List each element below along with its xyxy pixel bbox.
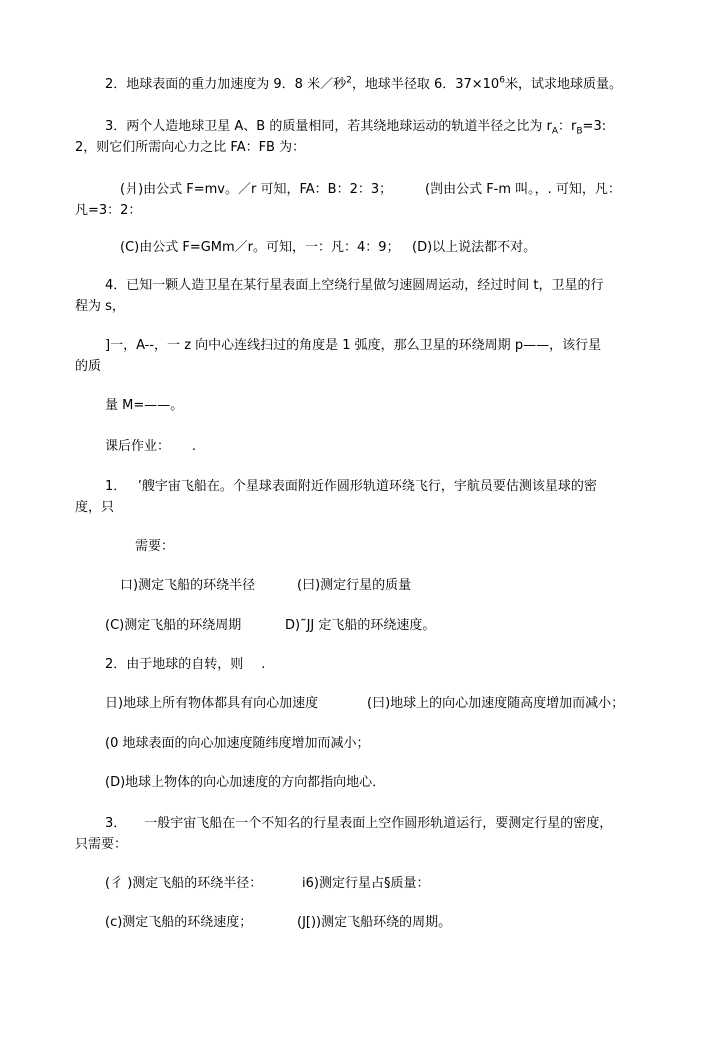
- hw1-line2: 度，只: [75, 500, 115, 515]
- q3-option-b: (剀由公式 F-m 叫。，. 可知，凡：: [425, 182, 621, 197]
- hw3-text: 一般宇宙飞船在一个不知名的行星表面上空作圆形轨道运行，要测定行星的密度，: [144, 816, 613, 831]
- hw2-line1: [105, 655, 265, 675]
- hw2-text: 2．由于地球的自转，则: [105, 657, 244, 672]
- q3-option-a: (爿)由公式 F=mv。／r 可知，FA：B：2：3；: [120, 182, 393, 197]
- hw2-option-b: (曰)地球上的向心加速度随高度增加而减小；: [367, 696, 625, 711]
- hw3-option-a: (彳 )测定飞船的环绕半径：: [105, 876, 263, 891]
- sub-a: A: [551, 126, 558, 137]
- hw3-line1: [105, 814, 612, 834]
- q2-part3: 米，试求地球质量。: [504, 77, 622, 92]
- q3-option-d: (D)以上说法都不对。: [412, 240, 537, 255]
- q3-option-c: (C)由公式 F=GMm／r。可知，一：凡：4：9；: [120, 240, 400, 255]
- sup-6: 6: [499, 75, 505, 86]
- hw2-option-a: 日)地球上所有物体都具有向心加速度: [105, 696, 319, 711]
- q3-option-b-cont: 凡=3：2：: [75, 203, 142, 218]
- question-4-line5: 量 M=——。: [105, 398, 184, 413]
- homework-heading: [105, 437, 196, 457]
- question-3-line2: 2，则它们所需向心力之比 FA：FB 为：: [75, 140, 306, 155]
- question-4-line2: 程为 s，: [75, 299, 125, 314]
- question-4-line4: 的质: [75, 359, 102, 374]
- hw1-option-c: (C)测定飞船的环绕周期: [105, 618, 242, 633]
- q3-text-b: ：r: [558, 119, 577, 134]
- question-2: [105, 75, 622, 95]
- sub-b: B: [576, 126, 583, 137]
- hw3-option-b: i6)测定行星占§质量：: [302, 876, 430, 891]
- hw1-option-b: (曰)测定行星的质量: [297, 578, 412, 593]
- hw3-line2: 只需要：: [75, 837, 128, 852]
- homework-dot: .: [192, 439, 197, 454]
- q2-part2: ，地球半径取 6．37×10: [351, 77, 500, 92]
- q3-text-c: =3:: [582, 119, 607, 134]
- hw2-option-d: (D)地球上物体的向心加速度的方向都指向地心．: [105, 775, 386, 790]
- hw1-need: 需要：: [135, 539, 175, 554]
- hw1-option-d: D)˜JJ 定飞船的环绕速度。: [285, 618, 436, 633]
- homework-label: 课后作业：: [105, 439, 171, 454]
- hw1-number: 1．: [105, 479, 120, 494]
- question-3-line1: [105, 117, 606, 137]
- hw1-line1: [105, 477, 597, 497]
- hw3-option-c: (c)测定飞船的环绕速度；: [105, 915, 253, 930]
- hw3-option-d: (J[))测定飞船环绕的周期。: [297, 915, 452, 930]
- hw2-option-c: (0 地球表面的向心加速度随纬度增加而减小；: [105, 736, 370, 751]
- q2-part1: 2．地球表面的重力加速度为 9．8 米／秒: [105, 77, 347, 92]
- hw3-number: 3．: [105, 816, 127, 831]
- q3-text-a: 3．两个人造地球卫星 A、B 的质量相同，若其绕地球运动的轨道半径之比为 r: [105, 119, 552, 134]
- question-4-line3: ]一，A--，一 z 向中心连线扫过的角度是 1 弧度，那么卫星的环绕周期 p——，该行星: [105, 338, 602, 353]
- hw2-dot: .: [261, 657, 266, 672]
- hw1-text: ’艘宇宙飞船在。个星球表面附近作圆形轨道环绕飞行，宇航员要估测该星球的密: [137, 479, 597, 494]
- hw1-option-a: 口)测定飞船的环绕半径: [120, 578, 256, 593]
- sup-2: 2: [346, 75, 352, 86]
- question-4-line1: 4．已知一颗人造卫星在某行星表面上空绕行星做匀速圆周运动，经过时间 t，卫星的行: [105, 278, 604, 293]
